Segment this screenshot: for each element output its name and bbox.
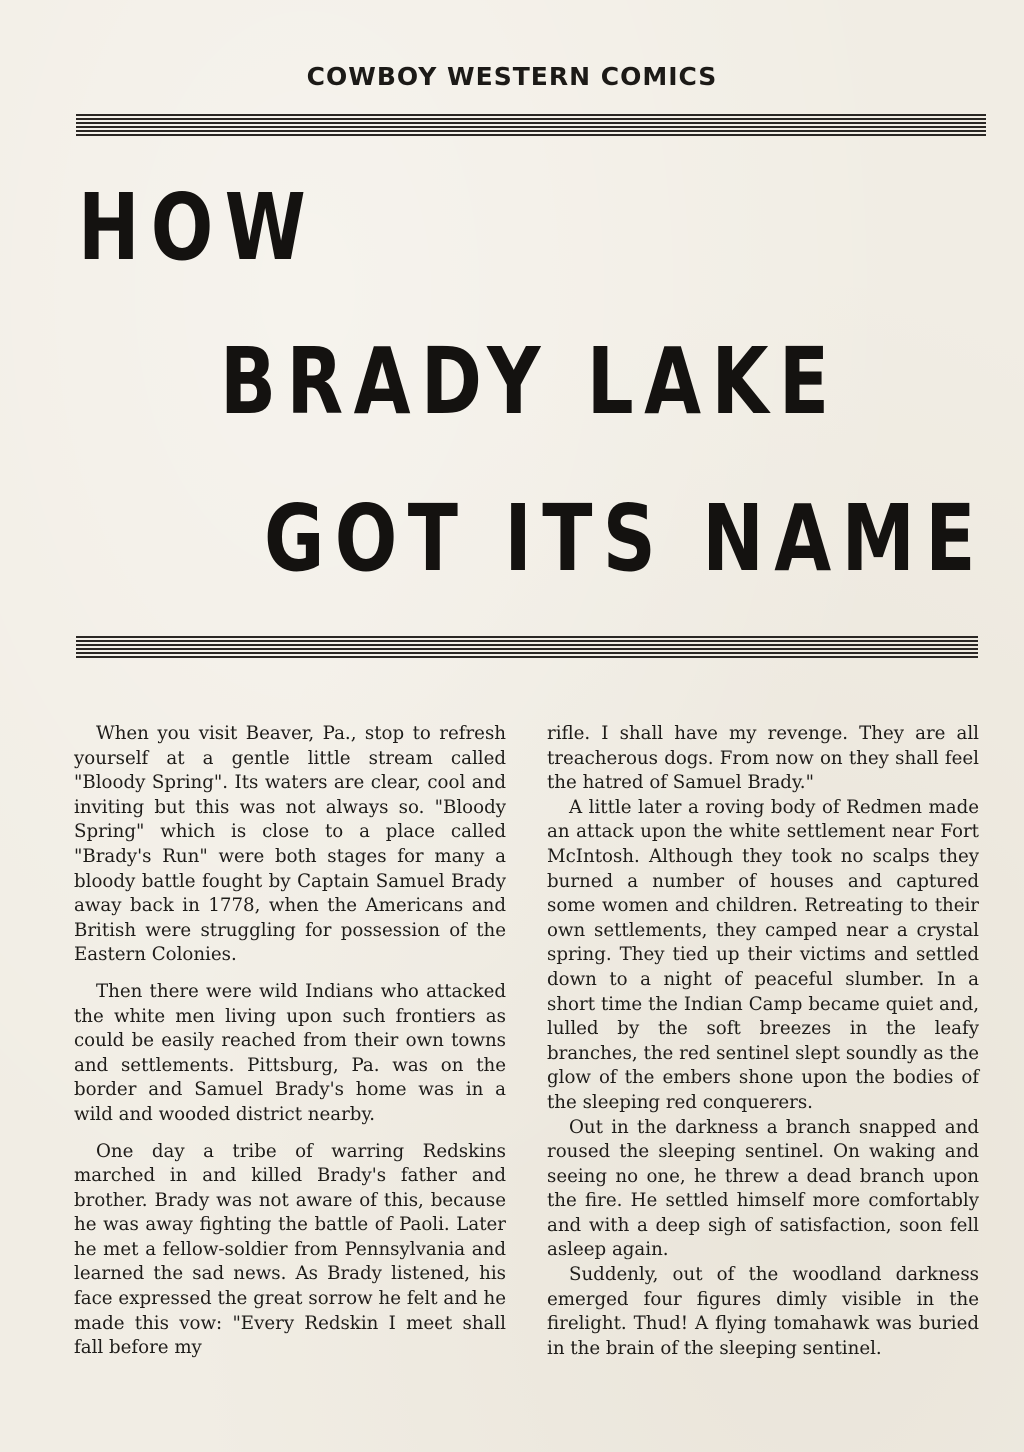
article-left-column bbox=[74, 722, 506, 1361]
title-line-2: BRADY LAKE bbox=[220, 328, 840, 435]
top-divider-rule bbox=[76, 114, 986, 138]
paragraph: rifle. I shall have my revenge. They are all treacherous dogs. From now on they shall feel the hatred of Samuel Brady." bbox=[547, 723, 979, 794]
paragraph: Then there were wild Indians who attacked the white men living upon such frontiers as could be easily reached from their own towns and settlements. Pittsburg, Pa. was on the border and Samuel Brady's home was in a wild and wooded district nearby. bbox=[74, 980, 506, 1125]
masthead: COWBOY WESTERN COMICS bbox=[306, 62, 718, 91]
paragraph: A little later a roving body of Redmen made an attack upon the white settlement near Fort McIntosh. Although they took no scalps they burned a number of houses and captured some women and children. Retreating to their own settlements, they camped near a crystal spring. They tied up their victims and settled down to a night of peaceful slumber. In a short time the Indian Camp became quiet and, lulled by the soft breezes in the leafy branches, the red sentinel slept soundly as the glow of the embers shone upon the bodies of the sleeping red conquerers. bbox=[547, 796, 979, 1113]
paragraph: Out in the darkness a branch snapped and roused the sleeping sentinel. On waking and seeing no one, he threw a dead branch upon the fire. He settled himself more comfortably and with a deep sigh of satisfaction, soon fell asleep again. bbox=[547, 1116, 979, 1261]
bottom-divider-rule bbox=[76, 636, 978, 660]
title-line-3: GOT ITS NAME bbox=[264, 485, 986, 592]
article-right-column bbox=[547, 722, 979, 1361]
paragraph: Suddenly, out of the woodland darkness emerged four figures dimly visible in the firelight. Thud! A flying tomahawk was buried in the brain of the sleeping sentinel. bbox=[547, 1264, 979, 1359]
paragraph: When you visit Beaver, Pa., stop to refresh yourself at a gentle little stream called "Bloody Spring". Its waters are clear, cool and inviting but this was not always so. "Bloody Spring" which is close to a place called "Brady's Run" were both stages for many a bloody battle fought by Captain Samuel Brady away back in 1778, when the Americans and British were struggling for possession of the Eastern Colonies. bbox=[74, 723, 506, 966]
paragraph: One day a tribe of warring Redskins marched in and killed Brady's father and brother. Brady was not aware of this, because he was away fighting the battle of Paoli. Later he met a fellow-soldier from Pennsylvania and learned the sad news. As Brady listened, his face expressed the great sorrow he felt and he made this vow: "Every Redskin I meet shall fall before my bbox=[74, 1140, 506, 1359]
title-line-1: HOW bbox=[78, 174, 317, 281]
